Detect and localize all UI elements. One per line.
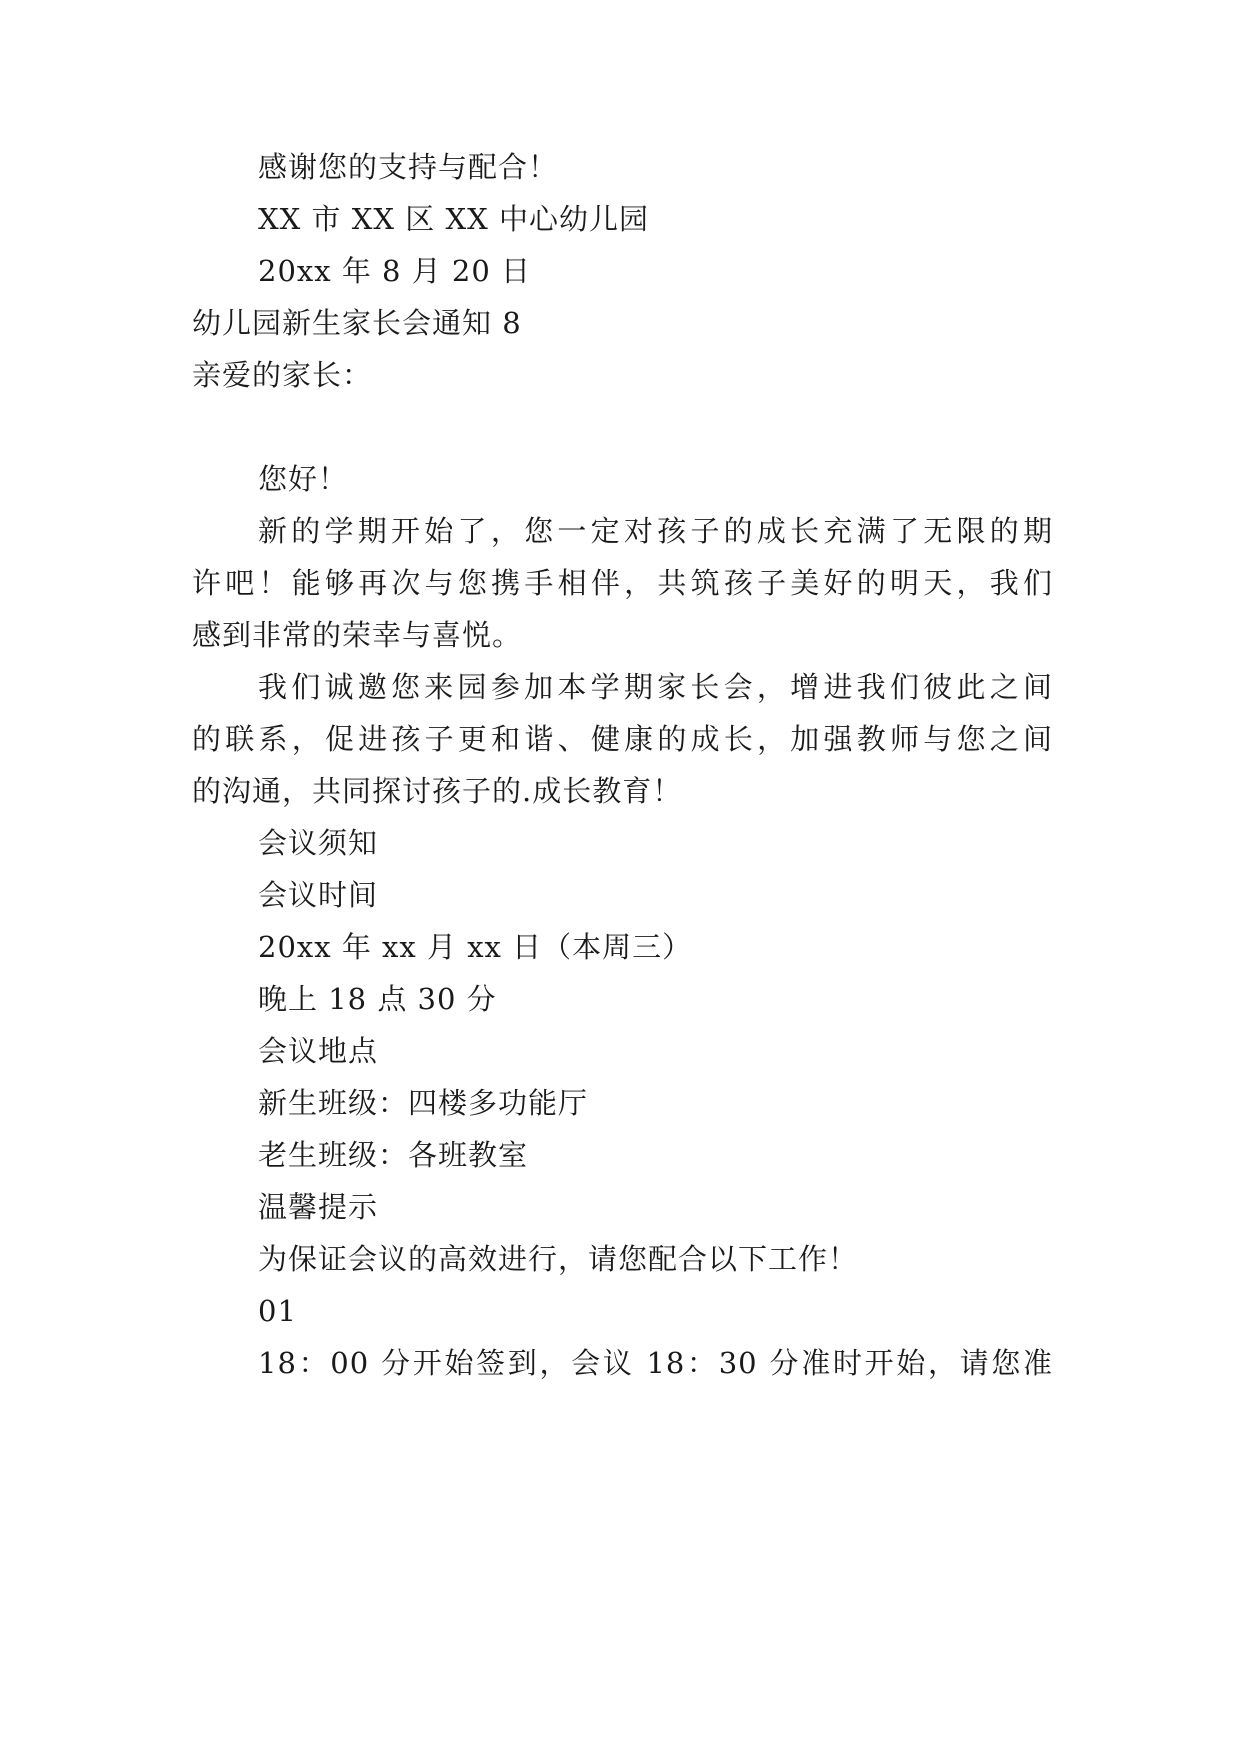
notice-title: 幼儿园新生家长会通知 8 [192, 306, 522, 340]
paragraph2-line2: 的联系，促进孩子更和谐、健康的成长，加强教师与您之间 [192, 722, 1053, 756]
tip-number: 01 [258, 1294, 297, 1328]
tips-intro: 为保证会议的高效进行，请您配合以下工作！ [258, 1242, 859, 1276]
location-old: 老生班级：各班教室 [258, 1138, 529, 1172]
paragraph2-line1: 我们诚邀您来园参加本学期家长会，增进我们彼此之间 [258, 670, 1053, 704]
tips-heading: 温馨提示 [258, 1190, 379, 1224]
location-new: 新生班级：四楼多功能厅 [258, 1086, 589, 1120]
tip-text: 18：00 分开始签到，会议 18：30 分准时开始，请您准 [258, 1346, 1053, 1380]
time-heading: 会议时间 [258, 878, 379, 912]
paragraph1-line1: 新的学期开始了，您一定对孩子的成长充满了无限的期 [258, 514, 1053, 548]
time-hour: 晚上 18 点 30 分 [258, 982, 497, 1016]
greeting: 您好！ [258, 462, 349, 496]
closing-thanks: 感谢您的支持与配合！ [258, 150, 559, 184]
meeting-notice-heading: 会议须知 [258, 826, 379, 860]
paragraph1-line3: 感到非常的荣幸与喜悦。 [192, 618, 523, 652]
salutation: 亲爱的家长： [192, 358, 373, 392]
time-date: 20xx 年 xx 月 xx 日（本周三） [258, 930, 693, 964]
closing-date: 20xx 年 8 月 20 日 [258, 254, 532, 288]
location-heading: 会议地点 [258, 1034, 379, 1068]
paragraph1-line2: 许吧！能够再次与您携手相伴，共筑孩子美好的明天，我们 [192, 566, 1053, 600]
paragraph2-line3: 的沟通，共同探讨孩子的.成长教育！ [192, 774, 683, 808]
closing-signature: XX 市 XX 区 XX 中心幼儿园 [258, 202, 649, 236]
